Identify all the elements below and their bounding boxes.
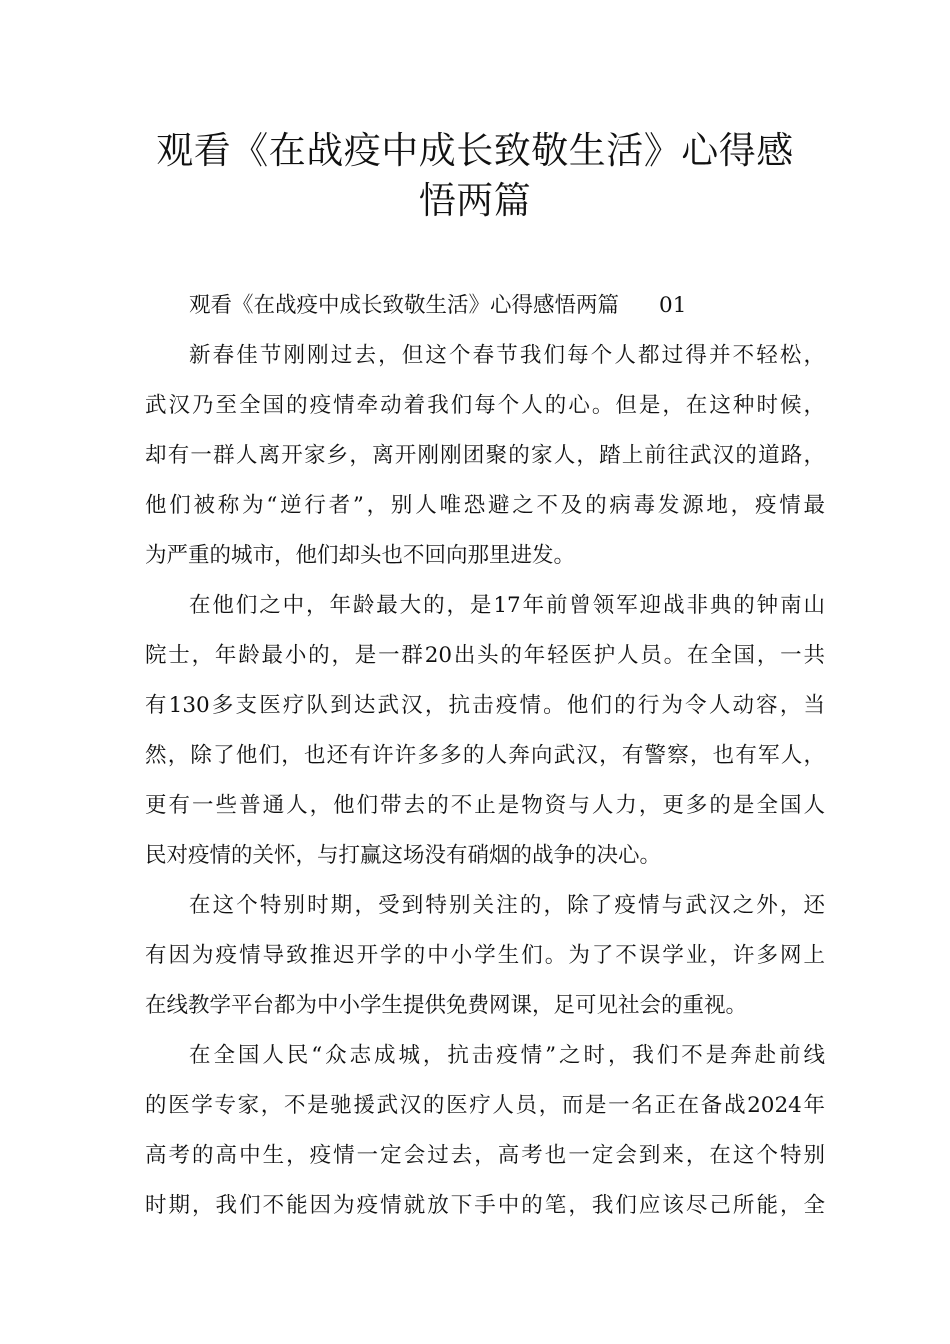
paragraph-2-line-6: 民对疫情的关怀，与打赢这场没有硝烟的战争的决心。 (145, 843, 662, 868)
subtitle-number: 01 (659, 293, 687, 318)
paragraph-2-line-4: 然，除了他们，也还有许许多多的人奔向武汉，有警察，也有军人， (145, 743, 825, 768)
paragraph-4-line-4: 时期，我们不能因为疫情就放下手中的笔，我们应该尽己所能，全 (145, 1193, 825, 1218)
paragraph-2-line-1: 在他们之中，年龄最大的，是17年前曾领军迎战非典的钟南山 (189, 593, 825, 618)
paragraph-3-line-3: 在线教学平台都为中小学生提供免费网课，足可见社会的重视。 (145, 993, 748, 1018)
document-body (145, 281, 825, 1231)
paragraph-1-line-2: 武汉乃至全国的疫情牵动着我们每个人的心。但是，在这种时候， (145, 393, 825, 418)
paragraph-1-line-3: 却有一群人离开家乡，离开刚刚团聚的家人，踏上前往武汉的道路， (145, 443, 825, 468)
paragraph-4-line-3: 高考的高中生，疫情一定会过去，高考也一定会到来，在这个特别 (145, 1143, 825, 1168)
paragraph-2-line-5: 更有一些普通人，他们带去的不止是物资与人力，更多的是全国人 (145, 793, 825, 818)
paragraph-2-line-2: 院士，年龄最小的，是一群20出头的年轻医护人员。在全国，一共 (145, 643, 825, 668)
paragraph-2-line-3: 有130多支医疗队到达武汉，抗击疫情。他们的行为令人动容，当 (145, 693, 825, 718)
title-line-2: 悟两篇 (418, 179, 532, 222)
paragraph-4-line-1: 在全国人民“众志成城，抗击疫情”之时，我们不是奔赴前线 (189, 1043, 825, 1068)
subtitle-text: 观看《在战疫中成长致敬生活》心得感悟两篇 (189, 293, 620, 318)
document-title (100, 126, 850, 226)
section-subtitle (145, 281, 825, 331)
paragraph-1-line-5: 为严重的城市，他们却头也不回向那里进发。 (145, 543, 576, 568)
paragraph-3-line-2: 有因为疫情导致推迟开学的中小学生们。为了不误学业，许多网上 (145, 943, 825, 968)
paragraph-1-line-4: 他们被称为“逆行者”，别人唯恐避之不及的病毒发源地，疫情最 (145, 493, 825, 518)
paragraph-4-line-2: 的医学专家，不是驰援武汉的医疗人员，而是一名正在备战2024年 (145, 1093, 825, 1118)
paragraph-3-line-1: 在这个特别时期，受到特别关注的，除了疫情与武汉之外，还 (189, 893, 825, 918)
title-line-1: 观看《在战疫中成长致敬生活》心得感 (156, 129, 794, 172)
paragraph-1-line-1: 新春佳节刚刚过去，但这个春节我们每个人都过得并不轻松， (189, 343, 825, 368)
